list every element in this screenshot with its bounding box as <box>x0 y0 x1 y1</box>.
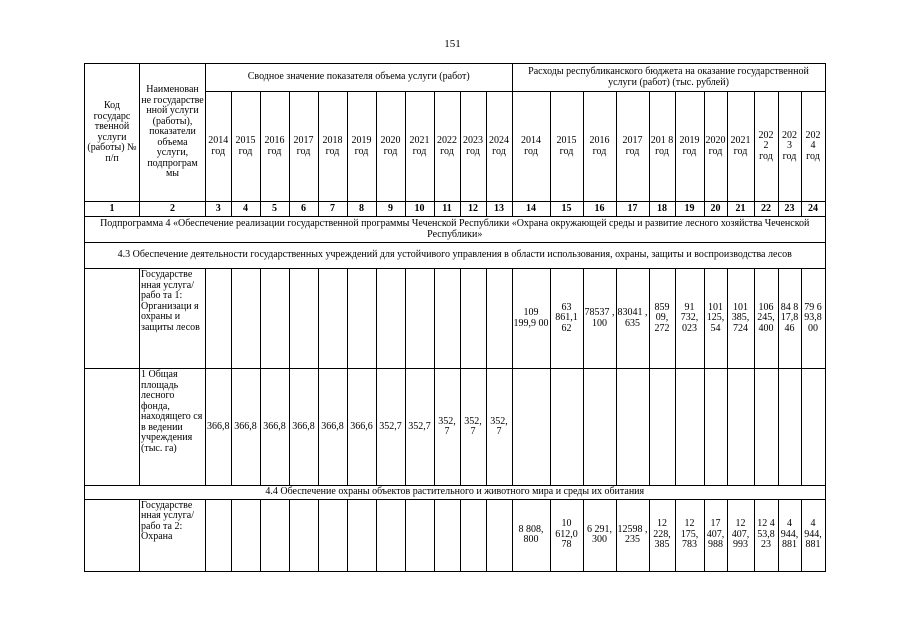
header-year-expense: 2017 год <box>616 92 649 202</box>
volume-value <box>376 499 405 571</box>
volume-value <box>376 269 405 369</box>
expense-value: 12 228, 385 <box>649 499 675 571</box>
header-name: Наименован не государстве нной услуги (работы), показатели объема услуги, подпрограм мы <box>140 64 206 202</box>
expense-value: 83041 , 635 <box>616 269 649 369</box>
column-number: 20 <box>704 202 727 217</box>
column-number: 3 <box>206 202 232 217</box>
header-year-expense: 2019 год <box>675 92 704 202</box>
volume-value <box>434 269 460 369</box>
expense-value: 12 407, 993 <box>727 499 754 571</box>
header-year-expense: 2020 год <box>704 92 727 202</box>
volume-value <box>289 499 318 571</box>
volume-value: 352,7 <box>405 369 434 486</box>
expense-value: 10 612,0 78 <box>550 499 583 571</box>
expense-value: 12 4 53,8 23 <box>754 499 778 571</box>
expense-value: 78537 , 100 <box>583 269 616 369</box>
expense-value: 8 808, 800 <box>512 499 550 571</box>
expense-value: 79 6 93,8 00 <box>801 269 825 369</box>
expense-value: 6 291, 300 <box>583 499 616 571</box>
expense-value: 12598 , 235 <box>616 499 649 571</box>
expense-value: 859 09, 272 <box>649 269 675 369</box>
header-year-expense: 202 2 год <box>754 92 778 202</box>
expense-value: 101 125, 54 <box>704 269 727 369</box>
column-number: 5 <box>260 202 289 217</box>
volume-value <box>260 499 289 571</box>
expense-value: 63 861,1 62 <box>550 269 583 369</box>
volume-value <box>460 269 486 369</box>
header-year-volume: 2021 год <box>405 92 434 202</box>
expense-value <box>675 369 704 486</box>
expense-value <box>583 369 616 486</box>
row-name: 1 Общая площадь лесного фонда, находящего ся в ведении учреждения (тыс. га) <box>140 369 206 486</box>
page-number: 151 <box>444 38 461 50</box>
column-number: 16 <box>583 202 616 217</box>
expense-value: 4 944, 881 <box>778 499 801 571</box>
header-year-volume: 2017 год <box>289 92 318 202</box>
column-number: 4 <box>231 202 260 217</box>
volume-value: 352, 7 <box>486 369 512 486</box>
section-4-4-heading: 4.4 Обеспечение охраны объектов растительного и животного мира и среды их обитания <box>85 486 826 500</box>
volume-value <box>318 269 347 369</box>
volume-value <box>260 269 289 369</box>
subprogram-heading: Подпрограмма 4 «Обеспечение реализации государственной программы Чеченской Республики «Охрана окружающей среды и развитие лесного хозяйства Чеченской Республики» <box>85 217 826 243</box>
volume-value <box>206 499 232 571</box>
volume-value <box>231 499 260 571</box>
column-number: 22 <box>754 202 778 217</box>
expense-value: 91 732, 023 <box>675 269 704 369</box>
header-year-expense: 202 3 год <box>778 92 801 202</box>
volume-value: 366,8 <box>289 369 318 486</box>
row-code <box>85 499 140 571</box>
volume-value <box>486 269 512 369</box>
header-year-volume: 2020 год <box>376 92 405 202</box>
expense-value: 4 944, 881 <box>801 499 825 571</box>
row-name: Государстве нная услуга/рабо та 1: Организаци я охраны и защиты лесов <box>140 269 206 369</box>
column-number: 2 <box>140 202 206 217</box>
volume-value: 366,8 <box>260 369 289 486</box>
expense-value: 12 175, 783 <box>675 499 704 571</box>
header-year-volume: 2019 год <box>347 92 376 202</box>
header-year-volume: 2015 год <box>231 92 260 202</box>
volume-value <box>206 269 232 369</box>
row-code <box>85 269 140 369</box>
volume-value <box>405 499 434 571</box>
volume-value: 352, 7 <box>460 369 486 486</box>
expense-value: 106 245, 400 <box>754 269 778 369</box>
column-number: 8 <box>347 202 376 217</box>
volume-value <box>405 269 434 369</box>
volume-value <box>347 499 376 571</box>
expense-value: 101 385, 724 <box>727 269 754 369</box>
header-year-expense: 2015 год <box>550 92 583 202</box>
section-4-3-heading: 4.3 Обеспечение деятельности государственных учреждений для устойчивого управления в области использования, охраны, защиты и воспроизводства лесов <box>85 243 826 269</box>
column-number: 15 <box>550 202 583 217</box>
header-year-expense: 2021 год <box>727 92 754 202</box>
header-year-volume: 2023 год <box>460 92 486 202</box>
expense-value: 17 407, 988 <box>704 499 727 571</box>
column-number: 23 <box>778 202 801 217</box>
column-number: 13 <box>486 202 512 217</box>
budget-table <box>84 63 826 572</box>
column-number: 21 <box>727 202 754 217</box>
volume-value <box>460 499 486 571</box>
expense-value <box>778 369 801 486</box>
column-number: 9 <box>376 202 405 217</box>
volume-value: 366,8 <box>318 369 347 486</box>
header-year-expense: 202 4 год <box>801 92 825 202</box>
header-year-expense: 2014 год <box>512 92 550 202</box>
header-year-expense: 201 8 год <box>649 92 675 202</box>
column-number: 10 <box>405 202 434 217</box>
expense-value <box>550 369 583 486</box>
expense-value <box>616 369 649 486</box>
header-expense-title: Расходы республиканского бюджета на оказание государственной услуги (работ) (тыс. рублей) <box>512 64 825 92</box>
volume-value <box>486 499 512 571</box>
column-number: 18 <box>649 202 675 217</box>
volume-value <box>434 499 460 571</box>
volume-value <box>347 269 376 369</box>
expense-value <box>704 369 727 486</box>
header-year-volume: 2014 год <box>206 92 232 202</box>
column-number: 1 <box>85 202 140 217</box>
volume-value: 366,8 <box>231 369 260 486</box>
volume-value <box>289 269 318 369</box>
expense-value: 84 8 17,8 46 <box>778 269 801 369</box>
expense-value <box>649 369 675 486</box>
volume-value: 352, 7 <box>434 369 460 486</box>
column-number: 24 <box>801 202 825 217</box>
row-code <box>85 369 140 486</box>
column-number: 6 <box>289 202 318 217</box>
column-number: 17 <box>616 202 649 217</box>
row-name: Государстве нная услуга/рабо та 2: Охрана <box>140 499 206 571</box>
expense-value <box>512 369 550 486</box>
column-number: 14 <box>512 202 550 217</box>
expense-value <box>754 369 778 486</box>
header-year-volume: 2018 год <box>318 92 347 202</box>
volume-value: 366,8 <box>206 369 232 486</box>
header-code: Код государс твенной услуги (работы) № п/п <box>85 64 140 202</box>
column-number: 19 <box>675 202 704 217</box>
volume-value <box>318 499 347 571</box>
volume-value <box>231 269 260 369</box>
column-number: 11 <box>434 202 460 217</box>
expense-value: 109 199,9 00 <box>512 269 550 369</box>
volume-value: 366,6 <box>347 369 376 486</box>
volume-value: 352,7 <box>376 369 405 486</box>
header-year-volume: 2022 год <box>434 92 460 202</box>
column-number: 12 <box>460 202 486 217</box>
header-summary-title: Сводное значение показателя объема услуги (работ) <box>206 64 513 92</box>
header-year-volume: 2016 год <box>260 92 289 202</box>
expense-value <box>801 369 825 486</box>
column-number: 7 <box>318 202 347 217</box>
header-year-volume: 2024 год <box>486 92 512 202</box>
expense-value <box>727 369 754 486</box>
header-year-expense: 2016 год <box>583 92 616 202</box>
